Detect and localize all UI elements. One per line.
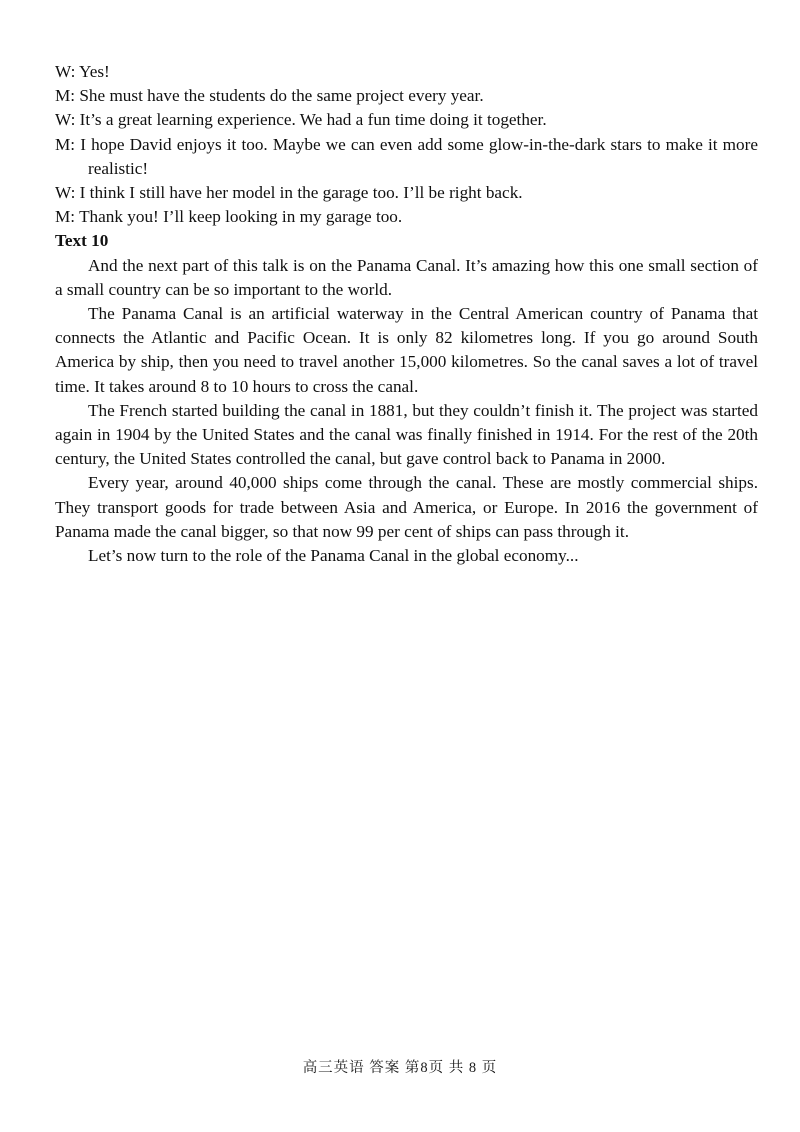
dialog-text: I think I still have her model in the garage too. I’ll be right back.: [79, 183, 523, 203]
dialog-line: [55, 84, 758, 108]
speaker-label: W:: [55, 110, 76, 130]
dialog-text: I hope David enjoys it too. Maybe we can even add some glow-in-the-dark stars to make it more realistic!: [80, 134, 758, 178]
dialog-text: Thank you! I’ll keep looking in my garage too.: [79, 207, 403, 227]
dialog-text: Yes!: [79, 62, 110, 81]
dialog-text: It’s a great learning experience. We had a fun time doing it together.: [79, 110, 547, 130]
dialog-line: [55, 108, 758, 132]
speaker-label: M:: [55, 86, 76, 106]
speaker-label: W:: [55, 62, 76, 81]
paragraph: The Panama Canal is an artificial waterway in the Central American country of Panama that connects the Atlantic and Pacific Ocean. It is only 82 kilometres long. If you go around South America by ship, then you need to travel another 15,000 kilometres. So the canal saves a lot of travel time. It takes around 8 to 10 hours to cross the canal.: [55, 304, 758, 396]
dialog-line: [55, 60, 758, 84]
paragraph: Every year, around 40,000 ships come through the canal. These are mostly commercial ships. They transport goods for trade between Asia and America, or Europe. In 2016 the government of Panama made the canal bigger, so that now 99 per cent of ships can pass through it.: [55, 473, 758, 541]
speaker-label: W:: [55, 183, 76, 203]
page-footer: 高三英语 答案 第8页 共 8 页: [302, 1060, 498, 1076]
dialog-line: [55, 133, 758, 181]
section-heading: Text 10: [55, 231, 109, 251]
paragraph: And the next part of this talk is on the Panama Canal. It’s amazing how this one small section of a small country can be so important to the world.: [55, 255, 758, 299]
dialog-line: [55, 181, 758, 205]
paragraph: The French started building the canal in 1881, but they couldn’t finish it. The project was started again in 1904 by the United States and the canal was finally finished in 1914. For the rest of the 20th century, the United States controlled the canal, but gave control back to Panama in 2000.: [55, 400, 758, 469]
dialog-text: She must have the students do the same project every year.: [79, 86, 484, 106]
speaker-label: M:: [55, 207, 76, 227]
transcript-content: [55, 60, 758, 568]
paragraph: Let’s now turn to the role of the Panama Canal in the global economy...: [88, 546, 579, 566]
dialog-line: [55, 205, 758, 229]
speaker-label: M:: [55, 134, 76, 154]
